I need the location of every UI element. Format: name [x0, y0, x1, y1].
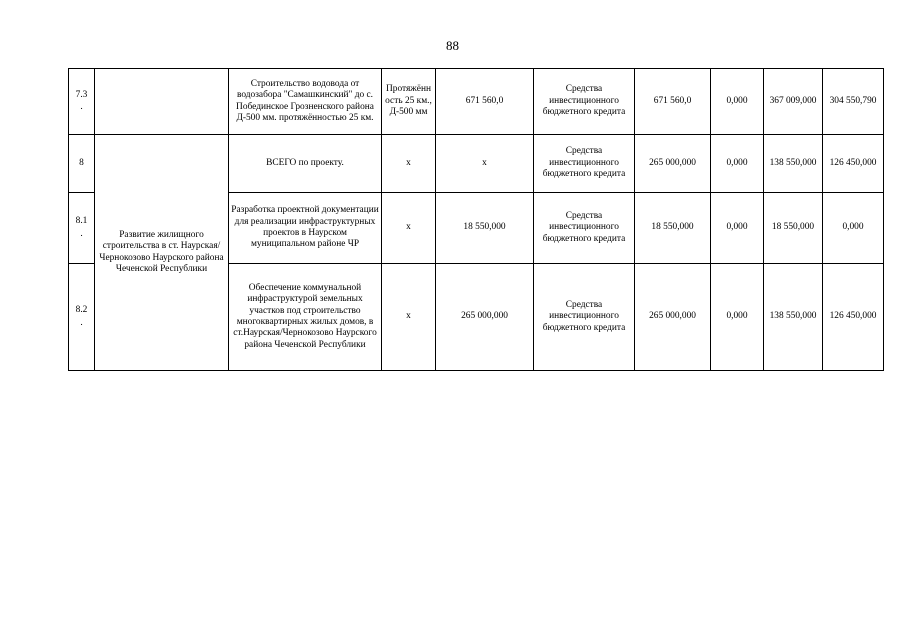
value-3-cell: 126 450,000: [823, 264, 884, 371]
funding-source-cell: Средства инвестиционного бюджетного кредита: [534, 69, 635, 135]
value-2-cell: 367 009,000: [764, 69, 823, 135]
table-row: [69, 135, 884, 193]
description-cell: ВСЕГО по проекту.: [229, 135, 382, 193]
value-3-cell: 0,000: [823, 193, 884, 264]
measure-cell: Протяжённость 25 км., Д-500 мм: [382, 69, 436, 135]
value-1-cell: 0,000: [711, 264, 764, 371]
value-1-cell: 0,000: [711, 193, 764, 264]
value-1-cell: 0,000: [711, 69, 764, 135]
project-name-empty-cell: [95, 69, 229, 135]
measure-cell: х: [382, 135, 436, 193]
row-number-cell: [69, 193, 95, 264]
row-number-dot: .: [80, 102, 83, 112]
cost-cell: 18 550,000: [436, 193, 534, 264]
project-name-cell: Развитие жилищного строительства в ст. Наурская/Чернокозово Наурского района Чеченской Республики: [95, 135, 229, 371]
value-2-cell: 18 550,000: [764, 193, 823, 264]
row-number-cell: [69, 264, 95, 371]
table-row: [69, 69, 884, 135]
total-cell: 265 000,000: [635, 135, 711, 193]
measure-cell: х: [382, 193, 436, 264]
budget-table: [68, 68, 884, 371]
value-1-cell: 0,000: [711, 135, 764, 193]
page-number: 88: [446, 38, 459, 53]
row-number-dot: .: [80, 317, 83, 328]
value-3-cell: 304 550,790: [823, 69, 884, 135]
description-cell: Обеспечение коммунальной инфраструктурой земельных участков под строительство многоквартирных жилых домов, в ст.Наурская/Чернокозово Наурского района Чеченской Республики: [229, 264, 382, 371]
row-number-dot: .: [80, 228, 83, 239]
description-cell: Разработка проектной документации для реализации инфраструктурных проектов в Наурском муниципальном районе ЧР: [229, 193, 382, 264]
cost-cell: х: [436, 135, 534, 193]
description-cell: Строительство водовода от водозабора "Самашкинский" до с. Побединское Грозненского района Д-500 мм. протяжённостью 25 км.: [229, 69, 382, 135]
value-2-cell: 138 550,000: [764, 135, 823, 193]
total-cell: 671 560,0: [635, 69, 711, 135]
row-number: 7.3: [75, 89, 88, 100]
funding-source-cell: Средства инвестиционного бюджетного кредита: [534, 264, 635, 371]
value-3-cell: 126 450,000: [823, 135, 884, 193]
row-number-cell: [69, 69, 95, 135]
row-number: 8: [79, 157, 84, 168]
measure-cell: х: [382, 264, 436, 371]
row-number-cell: [69, 135, 95, 193]
value-2-cell: 138 550,000: [764, 264, 823, 371]
cost-cell: 671 560,0: [436, 69, 534, 135]
total-cell: 18 550,000: [635, 193, 711, 264]
row-number: 8.2: [75, 305, 88, 316]
funding-source-cell: Средства инвестиционного бюджетного кредита: [534, 135, 635, 193]
funding-source-cell: Средства инвестиционного бюджетного кредита: [534, 193, 635, 264]
total-cell: 265 000,000: [635, 264, 711, 371]
cost-cell: 265 000,000: [436, 264, 534, 371]
row-number: 8.1: [75, 216, 88, 227]
